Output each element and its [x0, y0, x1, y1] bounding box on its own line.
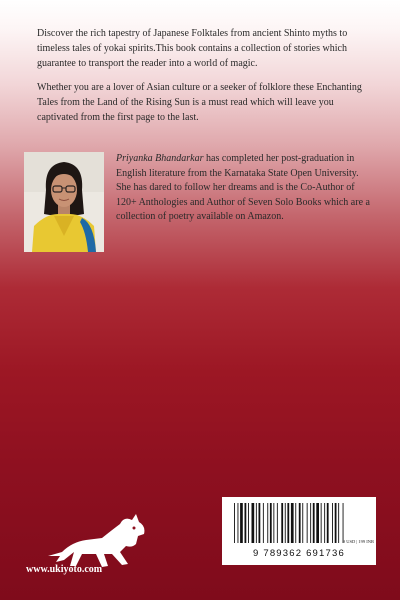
book-blurb	[37, 26, 367, 134]
author-bio-text: has completed her post-graduation in English literature from the Karnataka State Open University. She has dared to follow her dreams and is the Co-Author of 120+ Anthologies and Author of Seven Solo Books which are a collection of poetry available on Amazon.	[116, 153, 370, 222]
publisher-url[interactable]: www.ukiyoto.com	[26, 564, 103, 575]
isbn-barcode	[222, 497, 376, 565]
barcode-digits: 9 789362 691736	[253, 548, 345, 559]
blurb-paragraph-2: Whether you are a lover of Asian culture or a seeker of folklore these Enchanting Tales from the Land of the Rising Sun is a must read which will leave you captivated from the first page to the last.	[37, 82, 362, 123]
barcode-price: 9 USD | 199 INR	[342, 539, 374, 544]
author-bio	[116, 152, 372, 225]
blurb-paragraph-1: Discover the rich tapestry of Japanese Folktales from ancient Shinto myths to timeless tales of yokai spirits.This book contains a collection of stories which guarantee to transport the reader into a world of magic.	[37, 28, 348, 69]
author-photo	[24, 152, 104, 252]
author-name: Priyanka Bhandarkar	[116, 153, 204, 164]
lion-logo-icon	[42, 510, 150, 572]
